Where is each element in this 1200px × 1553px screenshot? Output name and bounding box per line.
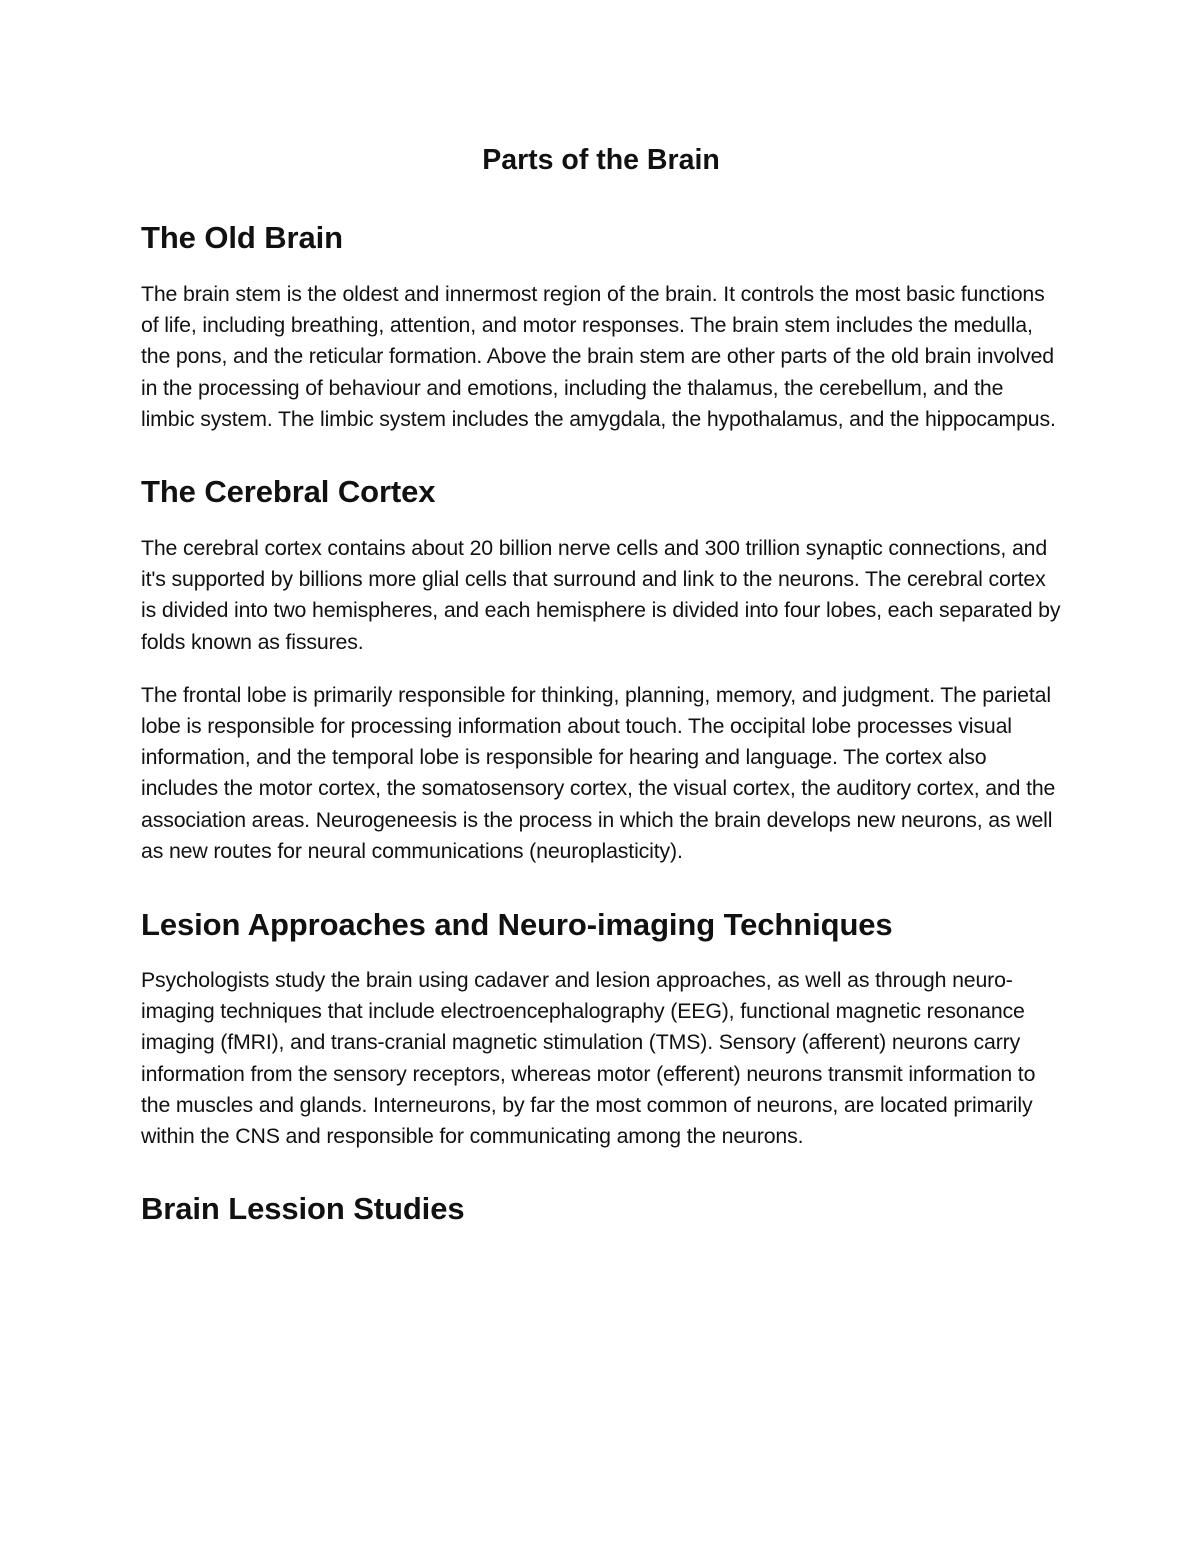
paragraph-cerebral-cortex-1: The cerebral cortex contains about 20 billion nerve cells and 300 trillion synaptic connections, and it's supported by billions more glial cells that surround and link to the neurons. The cerebral cortex is divided into two hemispheres, and each hemisphere is divided into four lobes, each separated by folds known as fissures.	[141, 536, 1061, 654]
section-heading-brain-lession-studies: Brain Lession Studies	[141, 1191, 465, 1227]
document-page	[141, 140, 1061, 1229]
paragraph-lesion-approaches: Psychologists study the brain using cadaver and lesion approaches, as well as through neuro-imaging techniques that include electroencephalography (EEG), functional magnetic resonance imaging (fMRI), and trans-cranial magnetic stimulation (TMS). Sensory (afferent) neurons carry information from the sensory receptors, whereas motor (efferent) neurons transmit information to the muscles and glands. Interneurons, by far the most common of neurons, are located primarily within the CNS and responsible for communicating among the neurons.	[141, 968, 1036, 1149]
section-heading-old-brain: The Old Brain	[141, 220, 343, 255]
paragraph-old-brain: The brain stem is the oldest and innermost region of the brain. It controls the most basic functions of life, including breathing, attention, and motor responses. The brain stem includes the medulla, the pons, and the reticular formation. Above the brain stem are other parts of the old brain involved in the processing of behaviour and emotions, including the thalamus, the cerebellum, and the limbic system. The limbic system includes the amygdala, the hypothalamus, and the hippocampus.	[141, 282, 1056, 431]
paragraph-cerebral-cortex-2: The frontal lobe is primarily responsible for thinking, planning, memory, and judgment. The parietal lobe is responsible for processing information about touch. The occipital lobe processes visual information, and the temporal lobe is responsible for hearing and language. The cortex also includes the motor cortex, the somatosensory cortex, the visual cortex, the auditory cortex, and the association areas. Neurogeneesis is the process in which the brain develops new neurons, as well as new routes for neural communications (neuroplasticity).	[141, 682, 1056, 863]
section-heading-lesion-approaches: Lesion Approaches and Neuro-imaging Techniques	[141, 907, 893, 943]
document-title: Parts of the Brain	[482, 144, 720, 176]
section-heading-cerebral-cortex: The Cerebral Cortex	[141, 474, 436, 510]
